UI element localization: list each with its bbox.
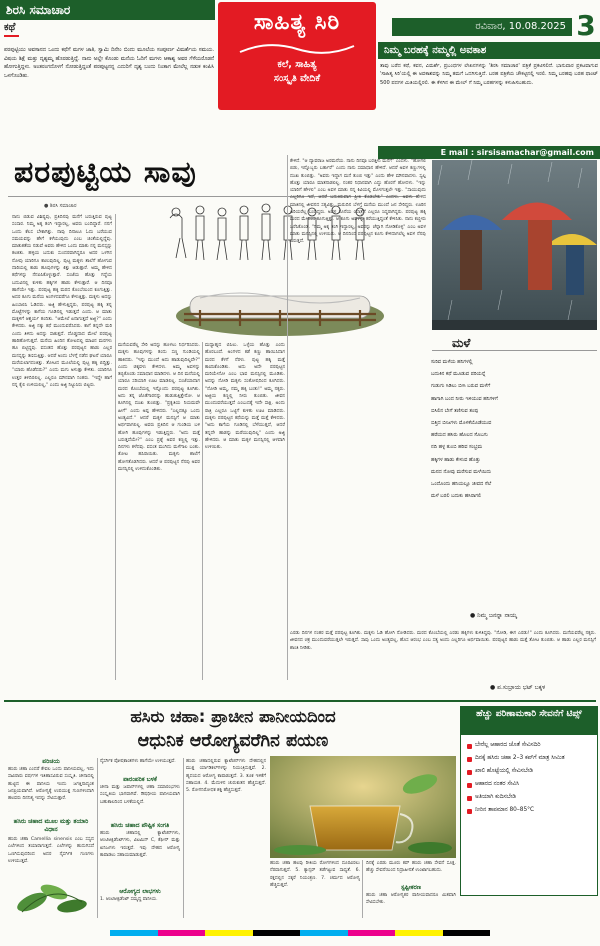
poem-rule: [432, 350, 597, 351]
category-underline: [4, 35, 19, 37]
poem-line: ಒಂದೊಂದು ಹನಿಯಲ್ಲೂ ಜೀವದ ಸೆಲೆ: [431, 481, 492, 488]
poem-line: ಬದುಕಿನ ಕಥೆ ಮೂಡುವ ಪರಿಯನ್ನೆ: [431, 371, 486, 378]
email-bar[interactable]: E mail : sirsisamachar@gmail.com: [378, 146, 600, 159]
poem-line: ಗುಡುಗು ಸಿಡಿಲು ಬೀಸಿ ಬರುವ ಮಳೆಗೆ: [431, 383, 491, 390]
story-column-4: ಕೇಳಿದೆ. "ಆ ದ್ಯಾವರಾಜ ಅರಮನೆಯ. ನಾನು ದಿನವೂ ಬರತ್ತೀನಿ ಮನೆಗೆ" ಎಂದಳು. "ಹೋಗಲಿ ಬಿಡು, ಇನ್ನೊಬ್ಬರು ಬರ್ತಾರೆ" ಎಂದು ನಾನು ಸಮಾಧಾನ ಹೇಳಿದೆ. ಆದರೆ ಅವಳ ಕಣ್ಣುಗಳಲ್ಲಿ ದುಃಖ ತುಂಬಿತ್ತು. "ಅವರು ಇದ್ದಾಗ ಮನೆ ತುಂಬಿ ಇತ್ತು" ಎಂದು ಹೇಳಿ ಮೌನವಾದಳು. ಸ್ವಲ್ಪ ಹೊತ್ತು ಯಾರೂ ಮಾತನಾಡಲಿಲ್ಲ. ನಂತರ ನಿಧಾನವಾಗಿ ಎದ್ದು ಹೊರಗೆ ಹೋದಳು. "ಇನ್ನು ಯಾರಿಗೆ ಹೇಳಲಿ" ಎಂಬ ಅವಳ ಮಾತು ನನ್ನ ಕಿವಿಯಲ್ಲಿ ಮೊಳಗುತ್ತಲೇ ಇತ್ತು. "ಸಾಯುವುದು ಎಲ್ಲರಿಗೂ ಇದೆ, ಆದರೆ ಬದುಕಿರುವಾಗ ಪ್ರೀತಿ ಕೊಡಬೇಕು" ಎಂದಳು. ಅವಳು ಹೇಳಿದ ಮಾತಿನಲ್ಲಿ ಜೀವನದ ಸತ್ಯವಿತ್ತು. ಮರುದಿನ ಬೆಳಗ್ಗೆ ಮನೆಯ ಮುಂದೆ ಜನ ಸೇರಿದ್ದರು. ಊರಿನ ಹಿರಿಯರೆಲ್ಲ ಬಂದಿದ್ದರು. ಅವಳ ಕೊನೆಯ ಯಾತ್ರೆಗೆ ಎಲ್ಲರೂ ಸಿದ್ಧರಾಗಿದ್ದರು. ಪರಪುಟ್ಟ ಹಕ್ಕಿ ಮರದ ಮೇಲಿಂದ ಕೂಗುತ್ತಿತ್ತು. ಆ ಕೂಗು ಅವಳನ್ನು ಕರೆಯುತ್ತಿದ್ದಂತೆ ಕೇಳಿಸಿತು. ನಾನು ಕಣ್ಣೀರು ಒರೆಸಿಕೊಂಡೆ. "ನಿಮ್ಮ ಅಕ್ಕ ತಂಗಿ ಇದ್ದಾರಲ್ಲ, ಅವರನ್ನು ಚೆನ್ನಾಗಿ ನೋಡಿಕೊಳ್ಳಿ" ಎಂಬ ಅವಳ ಮಾತು ಮನಸ್ಸಿನಲ್ಲಿ ಉಳಿಯಿತು. ಆ ದಿನದಿಂದ ಪರಪುಟ್ಟನ ಕೂಗು ಕೇಳಿದಾಗಲೆಲ್ಲ ಅವಳ ನೆನಪು ಬರುತ್ತದೆ.: [290, 159, 426, 245]
poem-title: ಮಳೆ: [452, 336, 471, 350]
green-tea-subhead: ಪಾರಂಪರಿಕ ಬಳಕೆ: [123, 776, 157, 783]
tips-list: [465, 741, 593, 819]
green-tea-col1: ಹಸಿರು ಚಹಾ ಎಂದರೆ ಕೇವಲ ಒಂದು ಪಾನೀಯವಲ್ಲ, ಇದು ಸಾವಿರಾರು ವರ್ಷಗಳ ಇತಿಹಾಸವಿರುವ ಸಂಸ್ಕೃತಿ. ಚೀನಾದಲ್ಲಿ ಹುಟ್ಟಿದ ಈ ಪಾನೀಯ ಇಂದು ಜಗತ್ತಿನಾದ್ಯಂತ ಜನಪ್ರಿಯವಾಗಿದೆ. ಆರೋಗ್ಯಕ್ಕೆ ಉಪಯುಕ್ತ ಗುಣಗಳಿಂದಾಗಿ ಹಲವರು ದಿನನಿತ್ಯ ಇದನ್ನು ಸೇವಿಸುತ್ತಾರೆ.: [8, 767, 94, 802]
green-tea-subhead: ಪರಿಚಯ: [42, 758, 60, 765]
story-column-1: ನಾನು ಬಿಡುವ ವಿಶಿಷ್ಟವು, ಪ್ರತಿದಿನವು ಮನೆಗೆ ಬರುತ್ತಿರುವ ಪುಟ್ಟ ಸಂಸಾರ. ನಿಮ್ಮ ಅಕ್ಕ ತಂಗಿ ಇದ್ದಾರಲ್ಲ, ಅವರು ಬಂದಿದ್ದಾರೆ. ನನಗೆ ಒಂದು ಕೆಲಸ ಬೇಕಾಗಿತ್ತು. ನಾವು ದಿನಾಲೂ ಓದು ಬರೆಯುವ ಸಮಯವನ್ನು ಹೇಗೆ ಕಳೆಯುವುದು ಎಂಬ ಚಿಂತೆಯಲ್ಲಿದ್ದೆವು. ಮಾತುಕತೆಯ ನಡುವೆ ಅವರು ಹೇಳಿದ ಒಂದು ಮಾತು ನನ್ನ ಮನಸ್ಸನ್ನು ಕಲಕಿತು. ಹಳ್ಳಿಯ ಬದುಕು ಸುಂದರವಾಗಿದ್ದರೂ ಅದರ ಒಳಗಿನ ನೋವು ಯಾರಿಗೂ ಕಾಣುವುದಿಲ್ಲ. ಪುಟ್ಟ ಮಕ್ಕಳು ಶಾಲೆಗೆ ಹೋಗುವ ದಾರಿಯಲ್ಲಿ ಕಾಡು ಹೂವುಗಳನ್ನು ಕಿತ್ತು ಆಡುತ್ತಾರೆ. ಅಮ್ಮ ಹೇಳಿದ ಕಥೆಗಳನ್ನು ನೆನಪಿಸಿಕೊಳ್ಳುತ್ತಾರೆ. ಸಂಜೆಯ ಹೊತ್ತು ಗದ್ದೆಯ ಬದುವಿನಲ್ಲಿ ಕುಳಿತು ಹಕ್ಕಿಗಳ ಹಾಡು ಕೇಳುತ್ತಾರೆ. ಆ ದಿನವೂ ಹಾಗೆಯೇ ಇತ್ತು. ಪರಪುಟ್ಟ ಹಕ್ಕಿ ಮರದ ಕೊಂಬೆಯಿಂದ ಕೂಗುತ್ತಿತ್ತು. ಅದರ ಕೂಗು ಮನೆಯ ಅಂಗಳದವರೆಗೂ ಕೇಳುತ್ತಿತ್ತು. ಮಕ್ಕಳು ಅದನ್ನು ಹಿಂಬಾಲಿಸಿ ಓಡಿದರು. ಅಜ್ಜಿ ಹೇಳುತ್ತಿದ್ದರು, ಪರಪುಟ್ಟ ಹಕ್ಕಿ ತನ್ನ ಮೊಟ್ಟೆಗಳನ್ನು ಕಾಗೆಯ ಗೂಡಿನಲ್ಲಿ ಇಡುತ್ತದೆ ಎಂದು. ಆ ಮಾತು ಮಕ್ಕಳಿಗೆ ಆಶ್ಚರ್ಯ ತಂದಿತು. "ಆಮೇಲೆ ಏನಾಗುತ್ತದೆ ಅಜ್ಜಿ?" ಎಂದು ಕೇಳಿದರು. ಅಜ್ಜಿ ನಕ್ಕು ಕಥೆ ಮುಂದುವರೆಸಿದರು. ಕಾಗೆ ತನ್ನದೇ ಮರಿ ಎಂದು ತಿಳಿದು ಅದನ್ನು ಸಾಕುತ್ತದೆ. ದೊಡ್ಡದಾದ ಮೇಲೆ ಪರಪುಟ್ಟ ಹಾರಿಹೋಗುತ್ತದೆ. ಮನೆಯ ಹಿಂದಿನ ತೋಟದಲ್ಲಿ ಮಾವಿನ ಮರಗಳು ಹೂ ಬಿಟ್ಟಿದ್ದವು. ವಸಂತದ ಹೊತ್ತು ಪರಪುಟ್ಟನ ಹಾಡು ಎಲ್ಲರ ಮನಸ್ಸನ್ನು ತಣಿಸುತ್ತಿತ್ತು. ಆದರೆ ಅಂದು ಬೆಳಗ್ಗೆ ನಡೆದ ಘಟನೆ ಯಾರೂ ಮರೆಯಲಾಗದಂತಿತ್ತು. ತೋಟದ ಮೂಲೆಯಲ್ಲಿ ಪುಟ್ಟ ಹಕ್ಕಿ ಬಿದ್ದಿತ್ತು. "ಯಾರು ಹೊಡೆದರು?" ಎಂದು ಮಗು ಅಳುತ್ತಾ ಕೇಳಿತು. ಯಾರಿಗೂ ಉತ್ತರ ತಿಳಿದಿರಲಿಲ್ಲ. ಎಲ್ಲರೂ ಮೌನವಾಗಿ ನಿಂತರು. "ಇದ್ದೇ ಹಾಗೆ ನನ್ನ ಕೈಲಿ ಉಳಿಯಲಿಲ್ಲ," ಎಂದು ಅಜ್ಜಿ ನಿಟ್ಟುಸಿರು ಬಿಟ್ಟರು.: [12, 215, 112, 388]
tip-item: ದಿನಕ್ಕೆ ಹಸಿರು ಚಹಾ 2–3 ಕಪ್‌ಗೆ ಮಾತ್ರ ಸೀಮಿತ: [465, 754, 593, 763]
green-tea-col1b: ಹಸಿರು ಚಹಾ Camellia sinensis ಎಂಬ ಸಸ್ಯದ ಎಲೆಗಳಿಂದ ತಯಾರಾಗುತ್ತದೆ. ಎಲೆಗಳನ್ನು ಹುದುಗಿಸದೆ ಒಣಗಿಸುವುದರಿಂದ ಅದರ ನೈಸರ್ಗಿಕ ಗುಣಗಳು ಉಳಿಯುತ್ತವೆ.: [8, 837, 94, 864]
green-tea-subhead: ಹಸಿರು ಚಹಾದ ಮೂಲ ಮತ್ತು ತಯಾರಿ ವಿಧಾನ: [13, 818, 89, 833]
green-tea-col3: ಹಸಿರು ಚಹಾದಲ್ಲಿರುವ ಕ್ಯಾಟೆಚಿನ್‌ಗಳು ದೇಹದಲ್ಲಿನ ಮುಕ್ತ ರ್ಯಾಡಿಕಲ್‌ಗಳನ್ನು ನಿಯಂತ್ರಿಸುತ್ತವೆ. 2. ಹೃದಯದ ಆರೋಗ್ಯ ಕಾಪಾಡುತ್ತದೆ. 3. ತೂಕ ಇಳಿಕೆಗೆ ಸಹಾಯಕ. 4. ಮೆದುಳಿನ ಚುರುಕುತನ ಹೆಚ್ಚಿಸುತ್ತದೆ. 5. ರೋಗನಿರೋಧಕ ಶಕ್ತಿ ಹೆಚ್ಚಿಸುತ್ತದೆ.: [186, 759, 266, 794]
poem-author: ● ನಿಮ್ಮ ಜನನ್ನಾ ನಾಯ್ಕ: [470, 612, 517, 619]
invite-title: ನಿಮ್ಮ ಬರಹಕ್ಕೆ ನಮ್ಮಲ್ಲಿ ಅವಕಾಶ: [378, 42, 600, 59]
green-tea-col2: ನೈಸರ್ಗಿಕ ಪೋಷಕಾಂಶಗಳು ಹಾಗೆಯೇ ಉಳಿಯುತ್ತವೆ.: [100, 759, 176, 764]
rain-photo: [432, 160, 597, 330]
sahitya-siri-logo: [218, 2, 376, 110]
poem-line: ಸುರಿವ ಮಳೆಯ ಹನಿಗಳಲ್ಲಿ: [431, 359, 473, 365]
poem-line: ನದಿ ಹಳ್ಳ ತುಂಬಿ ಹರಿವ ಸಂಭ್ರಮ: [431, 444, 483, 451]
story-byline: ● ಶಿರಸಿ ಸಮಾಚಾರ: [44, 203, 77, 209]
tips-box: [460, 706, 598, 896]
story-footnote: ಎರಡು ದಿನಗಳ ನಂತರ ಮತ್ತೆ ಪರಪುಟ್ಟ ಕೂಗಿತು. ಮಕ್ಕಳು ಓಡಿ ಹೋಗಿ ನೋಡಿದರು. ಮರದ ಕೊಂಬೆಯಲ್ಲಿ ಎರಡು ಹಕ್ಕಿಗಳು ಕುಳಿತಿದ್ದವು. "ನೋಡಿ, ಈಗ ಎರಡು!" ಎಂದು ಕೂಗಿದರು. ಮನೆಯವರೆಲ್ಲ ನಕ್ಕರು. ಜೀವನದ ಚಕ್ರ ಮುಂದುವರೆಯುತ್ತಲೇ ಇರುತ್ತದೆ. ಸಾವು ಒಂದು ಅಂತ್ಯವಲ್ಲ, ಹೊಸ ಆರಂಭ ಎಂಬ ಸತ್ಯ ಅಂದು ಎಲ್ಲರಿಗೂ ಅರ್ಥವಾಯಿತು. ಪರಪುಟ್ಟನ ಹಾಡು ಮತ್ತೆ ತೋಟ ತುಂಬಿತು. ಆ ಹಾಡು ಎಲ್ಲರ ಮನಸ್ಸಿಗೆ ಶಾಂತಿ ನೀಡಿತು.: [290, 631, 596, 651]
green-tea-subhead: ಹಸಿರು ಚಹಾದ ಪೌಷ್ಟಿಕ ಸಂಗತಿ: [110, 822, 170, 829]
category-label: ಕಥೆ: [4, 22, 16, 33]
section-name-bar: ಶಿರಸಿ ಸಮಾಚಾರ: [0, 0, 215, 20]
poem-line: ಬಿಸಿಲಿನ ಬೇಗೆ ತಣಿಸುವ ತಂಪು: [431, 407, 479, 414]
green-tea-headline-2: ಆಧುನಿಕ ಆರೋಗ್ಯವರೆಗಿನ ಪಯಣ: [137, 731, 329, 751]
tip-item: ನೀರಿನ ತಾಪಮಾನ 80–85°C: [465, 806, 593, 815]
poem-line: ಬಿತ್ತಿದ ಬೀಜಗಳು ಮೊಳಕೆಯೊಡೆಯುವ: [431, 420, 492, 427]
column-divider: [287, 155, 288, 680]
poem-line: ಹಾಗಾಗಿ ಬಂದ ನೀರು ಇಳಿಯುವ ಹನಿಗಳಿಗೆ: [431, 395, 498, 402]
story-column-2: ಮನೆಯವರೆಲ್ಲ ಸೇರಿ ಅದನ್ನು ಹೂಳಲು ನಿರ್ಧರಿಸಿದರು. ಮಕ್ಕಳು ಹೂವುಗಳನ್ನು ತಂದು ಸಣ್ಣ ಗುಂಡಿಯಲ್ಲಿ ಹಾಕಿದರು. "ಇನ್ನು ಮುಂದೆ ಅದು ಹಾಡುವುದಿಲ್ಲವೇ?" ಎಂದು ಚಿಕ್ಕವಳು ಕೇಳಿದಳು. ಅಮ್ಮ ಅವಳನ್ನು ತಬ್ಬಿಕೊಂಡು ಸಮಾಧಾನ ಮಾಡಿದಳು. ಆ ದಿನ ಮನೆಯಲ್ಲಿ ಯಾರೂ ಸರಿಯಾಗಿ ಊಟ ಮಾಡಲಿಲ್ಲ. ಸಂಜೆಯಾದಾಗ ಮರದ ಕೊಂಬೆಯಲ್ಲಿ ಇನ್ನೊಂದು ಪರಪುಟ್ಟ ಕೂಗಿತು. ಅದು ತನ್ನ ಜೊತೆಗಾರನನ್ನು ಹುಡುಕುತ್ತಿತ್ತೇನೋ. ಆ ಕೂಗಿನಲ್ಲಿ ದುಃಖ ತುಂಬಿತ್ತು. "ಪ್ರಕೃತಿಯ ನಿಯಮವೇ ಹೀಗೆ" ಎಂದು ಅಪ್ಪ ಹೇಳಿದರು. "ಎಲ್ಲದಕ್ಕೂ ಒಂದು ಅಂತ್ಯವಿದೆ." ಆದರೆ ಮಕ್ಕಳ ಮನಸ್ಸಿಗೆ ಆ ಮಾತು ಅರ್ಥವಾಗಲಿಲ್ಲ. ಅವರು ಪ್ರತಿದಿನ ಆ ಗುಂಡಿಯ ಬಳಿ ಹೋಗಿ ಹೂವುಗಳನ್ನು ಇಡುತ್ತಿದ್ದರು. "ಅದು ಮತ್ತೆ ಬರುತ್ತದೆಯೇ?" ಎಂಬ ಪ್ರಶ್ನೆ ಅವರ ಕಣ್ಣಲ್ಲಿ ಇತ್ತು. ದಿನಗಳು ಕಳೆದವು. ವಸಂತ ಮುಗಿದು ಮಳೆಗಾಲ ಬಂತು. ತೋಟ ಹಸಿರಾಯಿತು. ಮಕ್ಕಳು ಶಾಲೆಗೆ ಹೋಗತೊಡಗಿದರು. ಆದರೆ ಆ ಪರಪುಟ್ಟನ ನೆನಪು ಅವರ ಮನಸ್ಸಿನಲ್ಲಿ ಉಳಿದುಕೊಂಡಿತು.: [118, 343, 200, 473]
green-tea-subhead: ಆರೋಗ್ಯದ ಲಾಭಗಳು: [119, 888, 161, 895]
section-separator: [4, 700, 596, 702]
green-tea-col4: ಹಸಿರು ಚಹಾ ಹಲವು ರೀತಿಯ ರೋಗಗಳಿಂದ ದೂರವಿರಲು ನೆರವಾಗುತ್ತದೆ. 5. ಕ್ಯಾನ್ಸರ್ ತಡೆಗಟ್ಟುವ ಸಾಧ್ಯತೆ. 6. ರಕ್ತದಲ್ಲಿನ ಸಕ್ಕರೆ ನಿಯಂತ್ರಣ. 7. ಚರ್ಮದ ಆರೋಗ್ಯ ಹೆಚ್ಚಿಸುತ್ತದೆ.: [270, 861, 360, 888]
tip-item: ಅತಿಯಾಗಿ ಕುದಿಸಬೇಡಿ: [465, 793, 593, 802]
tea-leaves-illustration: [12, 872, 92, 920]
green-tea-col2b: ಚೀನಾ ಮತ್ತು ಜಪಾನ್‌ಗಳಲ್ಲಿ ಚಹಾ ಸಮಾರಂಭಗಳು ಸಂಸ್ಕೃತಿಯ ಭಾಗವಾಗಿವೆ. ಔಷಧೀಯ ಪಾನೀಯವಾಗಿ ಬಹುಕಾಲದಿಂದ ಬಳಕೆಯಲ್ಲಿದೆ.: [100, 785, 180, 805]
story-author: ● ಪ.ಸುಬ್ರಾಯ ಭಟ್ ಬಕ್ಕಳ: [490, 684, 546, 691]
poem-line: ಹಕ್ಕಿಗಳ ಹಾಡು ಕೇಳುವ ಹೊತ್ತು: [431, 456, 481, 463]
column-divider: [202, 342, 203, 680]
print-color-strip: [110, 930, 490, 936]
story-column-3: ಮಧ್ಯಾಹ್ನದ ಬಿಸಿಲು. ಒಳ್ಳೆಯ ಹೊತ್ತು ಎಂದು ಹೊರಬಂದೆ. ಅಂಗಳದ ಕಡೆ ಕಣ್ಣು ಹಾಯಿಸಿದಾಗ ಮರದ ಕೆಳಗೆ ನೆರಳು. ಪುಟ್ಟ ಹಕ್ಕಿ ಮತ್ತೆ ಕಾಣಿಸಿಕೊಂಡಿತು. ಅದು ಅದೇ ಪರಪುಟ್ಟನ ಮರಿಯೇನೋ ಎಂಬ ಭಾವ ಮನಸ್ಸಿನಲ್ಲಿ ಮೂಡಿತು. ಅದನ್ನು ನೋಡಿ ಮಕ್ಕಳು ಸಂತೋಷದಿಂದ ಕೂಗಿದರು. "ನೋಡಿ ಅಮ್ಮ, ನಮ್ಮ ಹಕ್ಕಿ ಬಂತು!" ಅಮ್ಮ ನಕ್ಕರು. ಅಜ್ಜಿಯ ಕಣ್ಣಲ್ಲಿ ನೀರು ತುಂಬಿತು. ಜೀವನ ಮುಂದುವರೆಯುತ್ತದೆ ಎಂಬುದಕ್ಕೆ ಇದೇ ಸಾಕ್ಷಿ. ಅಂದು ರಾತ್ರಿ ಎಲ್ಲರೂ ಒಟ್ಟಿಗೆ ಕುಳಿತು ಊಟ ಮಾಡಿದರು. ಮಕ್ಕಳು ಪರಪುಟ್ಟನ ಕಥೆಯನ್ನು ಮತ್ತೆ ಮತ್ತೆ ಕೇಳಿದರು. "ಅದು ಕಾಗೆಯ ಗೂಡಿನಲ್ಲಿ ಬೆಳೆಯುತ್ತದೆ, ಆದರೆ ತನ್ನದೇ ಹಾಡನ್ನು ಮರೆಯುವುದಿಲ್ಲ" ಎಂದು ಅಜ್ಜಿ ಹೇಳಿದರು. ಆ ಮಾತು ಮಕ್ಕಳ ಮನಸ್ಸಿನಲ್ಲಿ ಆಳವಾಗಿ ಉಳಿಯಿತು.: [205, 343, 285, 451]
green-tea-subhead: ಸ್ಪಷ್ಟೀಕರಣ: [400, 884, 422, 891]
tip-item: ಖಾಲಿ ಹೊಟ್ಟೆಯಲ್ಲಿ ಸೇವಿಸಬೇಡಿ: [465, 767, 593, 776]
invite-text: ತಾವು ಬರೆದ ಕಥೆ, ಕವನ, ವಿಮರ್ಶೆ, ಪ್ರಬಂಧಗಳ ಲೇಖನಗಳನ್ನು 'ಶಿರಸಿ ಸಮಾಚಾರ' ಪತ್ರಿಕೆ ಪ್ರಕಟಿಸಲಿದೆ. ಭಾನುವಾರ ಪ್ರಕಟವಾಗುವ 'ಸಾಹಿತ್ಯ ಸಿರಿ'ಯಲ್ಲಿ ಈ ಅವಕಾಶವನ್ನು ನಿಮ್ಮ ತಮಗೆ ಒದಗಿಸುತ್ತಿದೆ. ಬರಹ ಪತ್ರಿಕೆಯ ಚೌಕಟ್ಟಿನಲ್ಲಿ ಇರಲಿ. ನಿಮ್ಮ ಬರಹವು ಬರಹ ಫಾಂಟ್ 500 ಪದಗಳ ಮಿತಿಯಲ್ಲಿರಲಿ. ಈ ಕೆಳಗಿನ ಈ ಮೇಲ್ ಗೆ ನಿಮ್ಮ ಬರಹಗಳನ್ನು ಕಳುಹಿಸಬಹುದು.: [380, 63, 598, 86]
tip-item: ಆಹಾರದ ನಂತರ ಸೇವಿಸಿ: [465, 780, 593, 789]
logo-swirl: [238, 42, 356, 56]
tip-item: ಬೇರೆಲ್ಲ ಆಹಾರದ ಜೊತೆ ಸೇವಿಸದಿರಿ: [465, 741, 593, 750]
poem-body: [431, 356, 587, 646]
tips-title: ಹೆಚ್ಚು ಪರಿಣಾಮಕಾರಿ ಸೇವನೆಗೆ ಟಿಪ್ಸ್: [461, 707, 597, 735]
poem-line: ಮನದ ನೋವು ಮರೆಸುವ ಮಳೆಯಿದು: [431, 468, 492, 475]
column-divider: [362, 860, 363, 918]
green-tea-photo: [270, 756, 456, 858]
column-divider: [115, 214, 116, 680]
column-divider: [97, 758, 98, 918]
logo-title: ಸಾಹಿತ್ಯ ಸಿರಿ: [253, 10, 341, 35]
date-bar: ರವಿವಾರ, 10.08.2025: [392, 18, 572, 36]
logo-subtitle: ಕಲೆ, ಸಾಹಿತ್ಯ ಸಂಸ್ಕೃತಿ ವೇದಿಕೆ: [273, 59, 321, 84]
story-headline: ಪರಪುಟ್ಟಿಯ ಸಾವು: [14, 155, 197, 190]
green-tea-col5b: ಹಸಿರು ಚಹಾ ಆರೋಗ್ಯಕರ ಪಾನೀಯವಾದರೂ ಮಿತವಾಗಿ ಸೇವಿಸಬೇಕು.: [366, 893, 456, 906]
green-tea-col5: ದಿನಕ್ಕೆ ಎರಡು ಮೂರು ಕಪ್ ಹಸಿರು ಚಹಾ ಸೇವನೆ ಸೂಕ್ತ. ಹೆಚ್ಚು ಸೇವನೆಯಿಂದ ನಿದ್ರಾಹೀನತೆ ಉಂಟಾಗಬಹುದು.: [366, 861, 456, 874]
poem-line: ಹರೆಯದ ಹಸಿರು ಹೊಲದ ಸೊಬಗು: [431, 432, 488, 439]
poem-line: ಮಳೆ ಬರಲಿ ಬದುಕು ಹಸಿರಾಗಲಿ: [431, 493, 482, 500]
story-intro: ಪರಪುಟ್ಟಿಯು ಅವಸಾನದ ಒಂದು ಕಥೆಗೆ ಮಗಳ ಜಾತಿ, ಸ್ವಾಮಿ ದಿನೇಂ ಬಿಂದು ಮೂಲೆಯ ಸಂಪೂರ್ಣ ವಿಮರ್ಶೆಯ ಸಮಯ. ವಿಷಯ ಶಿಕ್ಷೆ ಮತ್ತು ದೃಶ್ಯಮ್ಮ ಹೊರಡುತ್ತಿದ್ದೆ. ನಾನು ಅಲ್ಲೇ ಕೊಂಡು ಮನೆಯ ಓದಿಗೆ ಮಗಳು ಆಕಾಶ್ಯ ಅವರ ಗೆಳೆಯರೊಡನೆ ಹೋಗುತ್ತಿದ್ದಳು. ಅಂತರಂಗದೊಳಗೆ ನೋಡುತ್ತಿದ್ದಂತೆ ಪರಪುಟ್ಟನನ್ನ ಎದುರಿಗೆ ದೃಶ್ಯ ಬಂದು ನಿಂತಾಗ ಮೇಲೆಲ್ಲ ನಡುಕ ಕಂಪಿಸಿ ಒಳಗೊಂಡಿತು.: [4, 47, 214, 80]
page-number: 3: [576, 9, 596, 42]
green-tea-headline-1: ಹಸಿರು ಚಹಾ: ಪ್ರಾಚೀನ ಪಾನೀಯದಿಂದ: [130, 707, 336, 726]
column-divider: [183, 758, 184, 918]
green-tea-col2d: 1. ಆಂಟಿಆಕ್ಸಿಡೆಂಟ್ ಸಮೃದ್ಧ ಪಾನೀಯ.: [100, 897, 158, 902]
green-tea-col2c: ಹಸಿರು ಚಹಾದಲ್ಲಿ ಕ್ಯಾಟೆಚಿನ್‌ಗಳು, ಆಂಟಿಆಕ್ಸಿಡೆಂಟ್‌ಗಳು, ವಿಟಮಿನ್ C, ಕೆಫೀನ್ ಮತ್ತು ಖನಿಜಗಳು ಇರುತ್ತವೆ. ಇವು ದೇಹದ ಆರೋಗ್ಯ ಕಾಪಾಡಲು ಸಹಾಯಮಾಡುತ್ತವೆ.: [100, 831, 180, 858]
